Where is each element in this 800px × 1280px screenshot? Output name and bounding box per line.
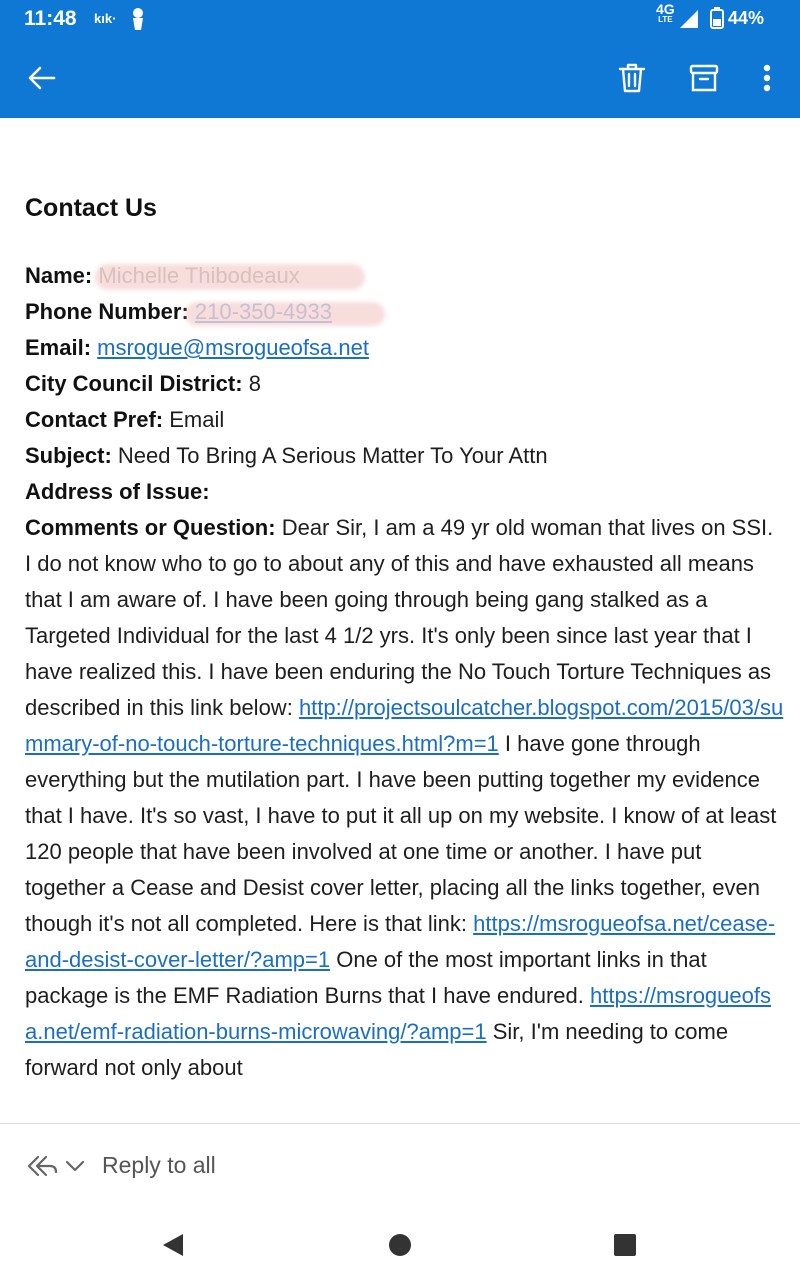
contact-pref-value: Email [169,407,225,432]
address-label: Address of Issue: [25,479,210,504]
name-label: Name: [25,263,93,288]
name-row [25,258,785,294]
contact-pref-label: Contact Pref: [25,407,164,432]
email-body[interactable] [25,118,785,1123]
address-row [25,474,785,510]
comments-text: I have gone through everything but the mutilation part. I have been putting together my evidence that I have. It's so vast, I have to put it all up on my website. I know of at least 120 people that have been involved at one time or another. I have put together a Cease and Desist cover letter, placing all the links together, even though it's not all completed. Here is that link: [25,731,777,936]
status-time: 11:48 [24,7,77,30]
app-bar [0,38,800,118]
archive-icon [689,63,719,93]
nav-back-button[interactable] [158,1230,188,1260]
email-link[interactable]: msrogue@msrogueofsa.net [97,335,369,360]
subject-value: Need To Bring A Serious Matter To Your Attn [117,443,548,468]
network-type: 4G LTE [656,1,675,24]
email-heading: Contact Us [25,194,157,222]
email-row [25,330,785,366]
nav-home-button[interactable] [385,1230,415,1260]
system-nav-bar [0,1210,800,1280]
comments-label: Comments or Question: [25,515,276,540]
more-options-button[interactable] [745,56,789,100]
district-row [25,366,785,402]
reply-to-all-button[interactable]: Reply to all [102,1152,216,1178]
comment-link[interactable]: http://projectsoulcatcher.blogspot.com/2015/03/summary-of-no-touch-torture-techniques.html?m=1 [25,695,784,756]
phone-value[interactable]: 210-350-4933 [194,299,332,324]
phone-label: Phone Number: [25,299,189,324]
reply-all-icon[interactable] [26,1154,58,1183]
comments-block [25,510,785,1086]
archive-button[interactable] [682,56,726,100]
back-arrow-icon [26,62,58,94]
district-value: 8 [248,371,261,396]
back-button[interactable] [20,56,64,100]
comments-text: Dear Sir, I am a 49 yr old woman that lives on SSI. I do not know who to go to about any of this and have exhausted all means that I am aware of. I have been going through being gang stalked as a Targeted Individual for the last 4 1/2 yrs. It's only been since last year that I have realized this. I have been enduring the No Touch Torture Techniques as described in this link below: [25,515,774,720]
battery-percent: 44% [728,8,765,28]
status-indicators [640,0,800,38]
comments-text: Sir, I'm needing to come forward not only about [25,1019,729,1080]
redaction-smear [95,264,365,290]
form-fields [25,258,785,1086]
battery-icon [710,7,724,34]
redaction-smear [185,302,385,326]
subject-row [25,438,785,474]
phone-row [25,294,785,330]
square-recents-icon [613,1233,637,1257]
delete-button[interactable] [610,56,654,100]
district-label: City Council District: [25,371,243,396]
comments-text: One of the most important links in that package is the EMF Radiation Burns that I have endured. [25,947,707,1008]
subject-label: Subject: [25,443,112,468]
circle-home-icon [388,1233,412,1257]
email-label: Email: [25,335,92,360]
status-bar [0,0,800,38]
chevron-down-icon[interactable] [64,1156,86,1181]
triangle-back-icon [161,1232,185,1258]
contact-pref-row [25,402,785,438]
comment-link[interactable]: https://msrogueofsa.net/cease-and-desist-cover-letter/?amp=1 [25,911,776,972]
signal-icon [678,8,700,35]
more-vertical-icon [763,64,771,92]
kik-notification-icon: kık· [94,11,117,26]
trash-icon [617,62,647,94]
name-value: Michelle Thibodeaux [98,263,300,288]
reply-bar [0,1124,800,1210]
comment-link[interactable]: https://msrogueofsa.net/emf-radiation-burns-microwaving/?amp=1 [25,983,771,1044]
nav-recents-button[interactable] [610,1230,640,1260]
person-notification-icon [130,7,146,31]
